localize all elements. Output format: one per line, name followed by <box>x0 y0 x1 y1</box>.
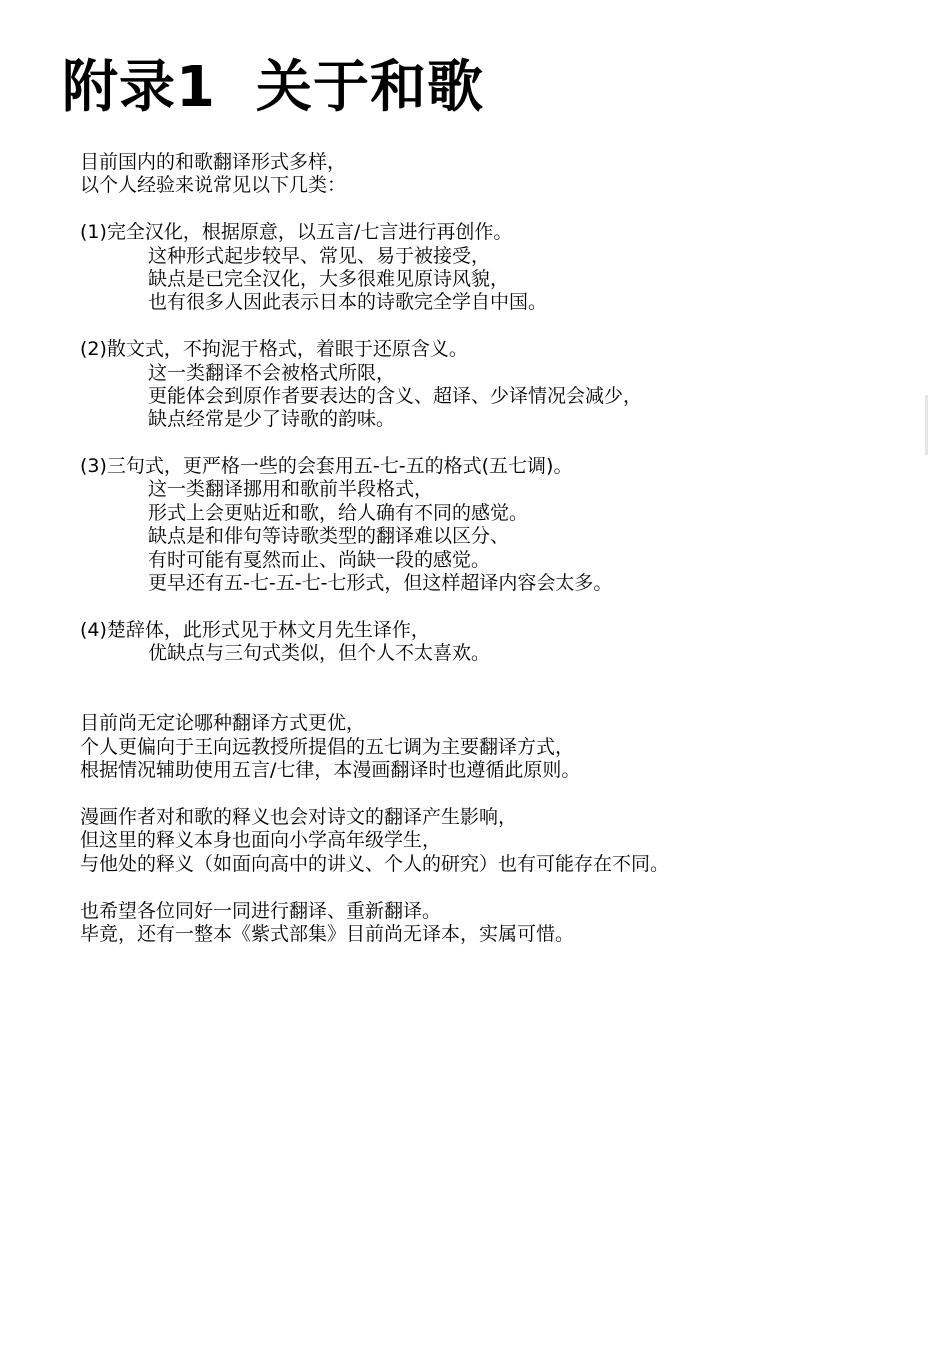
note-line: 但这里的释义本身也面向小学高年级学生， <box>80 829 442 852</box>
category-line: 缺点是已完全汉化，大多很难见原诗风貌， <box>148 267 510 290</box>
category-line: 有时可能有戛然而止、尚缺一段的感觉。 <box>148 548 491 571</box>
intro-line: 目前国内的和歌翻译形式多样， <box>80 151 347 173</box>
category-line: 这一类翻译挪用和歌前半段格式， <box>148 478 434 501</box>
category-line: 这种形式起步较早、常见、易于被接受， <box>148 244 491 267</box>
category-line: 更早还有五-七-五-七-七形式，但这样超译内容会太多。 <box>148 572 613 595</box>
title-topic: 关于和歌 <box>255 55 484 120</box>
category-line: 缺点经常是少了诗歌的韵味。 <box>148 408 396 431</box>
closing-line: 也希望各位同好一同进行翻译、重新翻译。 <box>80 899 442 922</box>
category-line: 优缺点与三句式类似，但个人不太喜欢。 <box>148 642 491 665</box>
category-line: 也有很多人因此表示日本的诗歌完全学自中国。 <box>148 291 548 314</box>
page-title <box>62 52 484 124</box>
title-appendix-number: 附录1 <box>62 55 216 120</box>
intro-paragraph <box>80 151 910 198</box>
category-heading: (2)散文式，不拘泥于格式，着眼于还原含义。 <box>80 338 468 361</box>
intro-line: 以个人经验来说常见以下几类： <box>80 174 347 197</box>
category-line: 形式上会更贴近和歌，给人确有不同的感觉。 <box>148 501 529 524</box>
category-line: 缺点是和俳句等诗歌类型的翻译难以区分、 <box>148 525 510 548</box>
category-4 <box>80 619 910 666</box>
closing-line: 毕竟，还有一整本《紫式部集》目前尚无译本，实属可惜。 <box>80 922 575 945</box>
category-heading: (4)楚辞体，此形式见于林文月先生译作， <box>80 618 430 641</box>
category-2 <box>80 338 910 432</box>
conclusion-line: 个人更偏向于王向远教授所提倡的五七调为主要翻译方式， <box>80 735 575 758</box>
article-body <box>80 151 910 970</box>
conclusion-line: 目前尚无定论哪种翻译方式更优， <box>80 712 366 735</box>
note-paragraph <box>80 806 910 876</box>
conclusion-paragraph <box>80 712 910 782</box>
note-line: 漫画作者对和歌的释义也会对诗文的翻译产生影响， <box>80 805 518 828</box>
category-1 <box>80 221 910 315</box>
category-heading: (3)三句式，更严格一些的会套用五-七-五的格式(五七调)。 <box>80 455 573 478</box>
closing-paragraph <box>80 900 910 947</box>
category-3 <box>80 455 910 595</box>
category-line: 更能体会到原作者要表达的含义、超译、少译情况会减少， <box>148 384 643 407</box>
note-line: 与他处的释义（如面向高中的讲义、个人的研究）也有可能存在不同。 <box>80 852 670 875</box>
category-heading: (1)完全汉化，根据原意，以五言/七言进行再创作。 <box>80 221 513 244</box>
category-line: 这一类翻译不会被格式所限， <box>148 361 396 384</box>
conclusion-line: 根据情况辅助使用五言/七律，本漫画翻译时也遵循此原则。 <box>80 759 581 782</box>
